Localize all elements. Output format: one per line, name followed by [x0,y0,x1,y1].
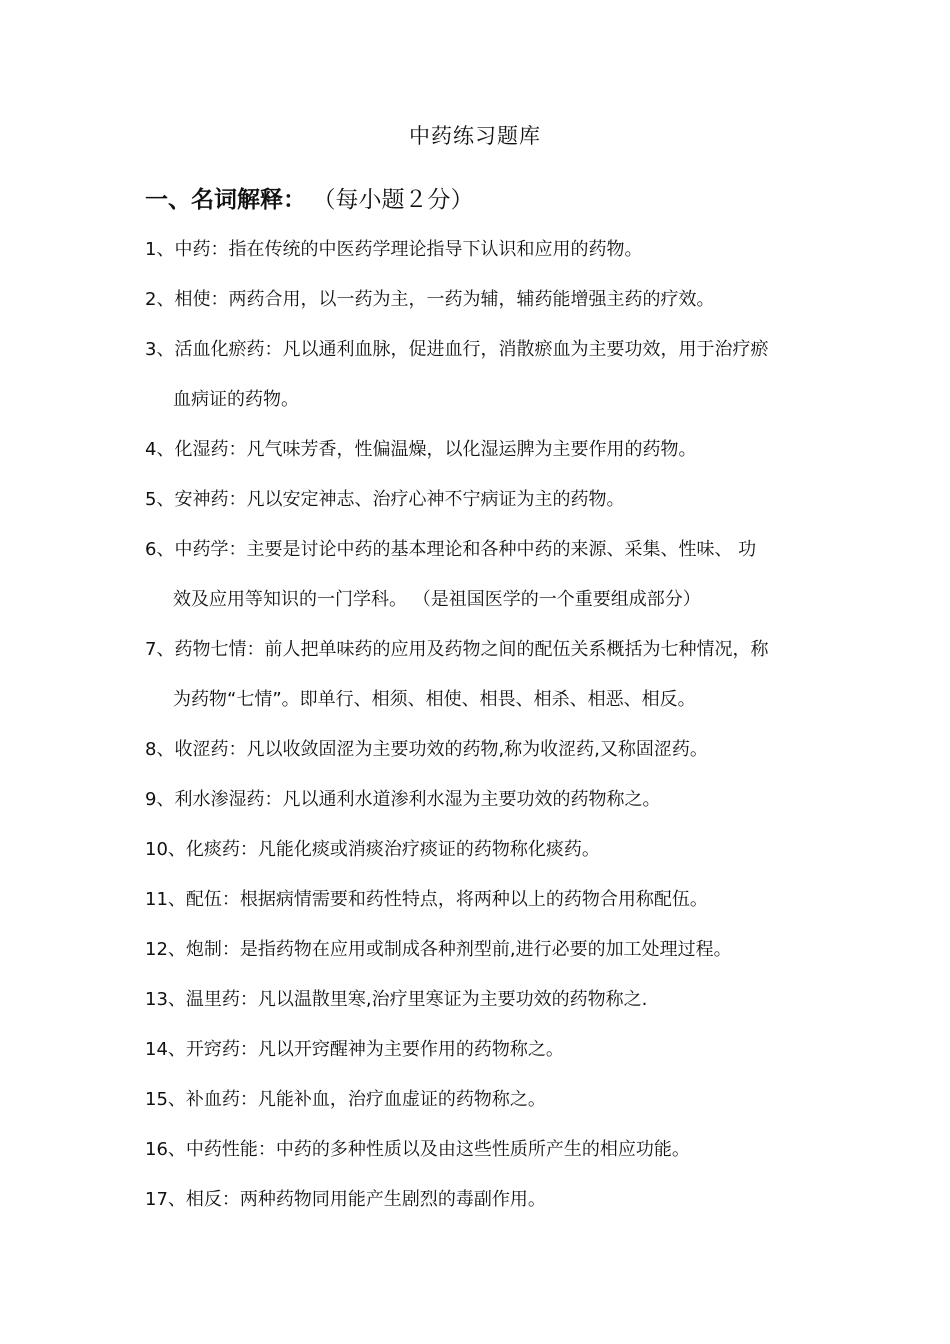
definition-line: 8、收涩药：凡以收敛固涩为主要功效的药物,称为收涩药,又称固涩药。 [145,739,708,760]
definition-item [145,833,825,866]
definition-line: 3、活血化瘀药：凡以通利血脉，促进血行，消散瘀血为主要功效，用于治疗瘀 [145,339,769,360]
definition-item [145,283,825,316]
section-heading [145,183,474,217]
definition-item [145,983,825,1016]
document-title: 中药练习题库 [409,124,541,148]
definition-line: 16、中药性能：中药的多种性质以及由这些性质所产生的相应功能。 [145,1139,690,1160]
definition-line: 14、开窍药：凡以开窍醒神为主要作用的药物称之。 [145,1039,564,1060]
definition-line: 5、安神药：凡以安定神志、治疗心神不宁病证为主的药物。 [145,489,625,510]
definition-item [145,483,825,516]
definition-item [145,783,825,816]
definition-line: 9、利水渗湿药：凡以通利水道渗利水湿为主要功效的药物称之。 [145,789,661,810]
definition-line: 6、中药学：主要是讨论中药的基本理论和各种中药的来源、采集、性味、 功 [145,539,757,560]
definition-line: 11、配伍：根据病情需要和药性特点，将两种以上的药物合用称配伍。 [145,889,708,910]
definition-continuation: 效及应用等知识的一门学科。 （是祖国医学的一个重要组成部分） [173,589,701,610]
section-note: （每小题２分） [324,187,474,213]
definition-item [145,1033,825,1066]
definition-item [145,1133,825,1166]
definition-item [145,633,825,716]
definition-line: 2、相使：两药合用，以一药为主，一药为辅，辅药能增强主药的疗效。 [145,289,715,310]
definition-item [145,883,825,916]
definition-line: 7、药物七情：前人把单味药的应用及药物之间的配伍关系概括为七种情况，称 [145,639,769,660]
definition-line: 12、炮制：是指药物在应用或制成各种剂型前,进行必要的加工处理过程。 [145,939,732,960]
definition-item [145,933,825,966]
definition-item [145,1083,825,1116]
definition-continuation: 为药物“七情”。即单行、相须、相使、相畏、相杀、相恶、相反。 [173,689,696,710]
definition-item [145,1183,825,1216]
definition-item [145,733,825,766]
definition-item [145,333,825,416]
definition-item [145,433,825,466]
definition-line: 13、温里药：凡以温散里寒,治疗里寒证为主要功效的药物称之. [145,989,648,1010]
definition-list [145,233,825,1233]
definition-item [145,533,825,616]
definition-line: 10、化痰药：凡能化痰或消痰治疗痰证的药物称化痰药。 [145,839,600,860]
section-label: 一、名词解释： [145,187,306,213]
definition-continuation: 血病证的药物。 [173,389,299,410]
definition-line: 15、补血药：凡能补血，治疗血虚证的药物称之。 [145,1089,546,1110]
definition-item [145,233,825,266]
definition-line: 1、中药：指在传统的中医药学理论指导下认识和应用的药物。 [145,239,643,260]
definition-line: 4、化湿药：凡气味芳香，性偏温燥，以化湿运脾为主要作用的药物。 [145,439,697,460]
definition-line: 17、相反：两种药物同用能产生剧烈的毒副作用。 [145,1189,546,1210]
